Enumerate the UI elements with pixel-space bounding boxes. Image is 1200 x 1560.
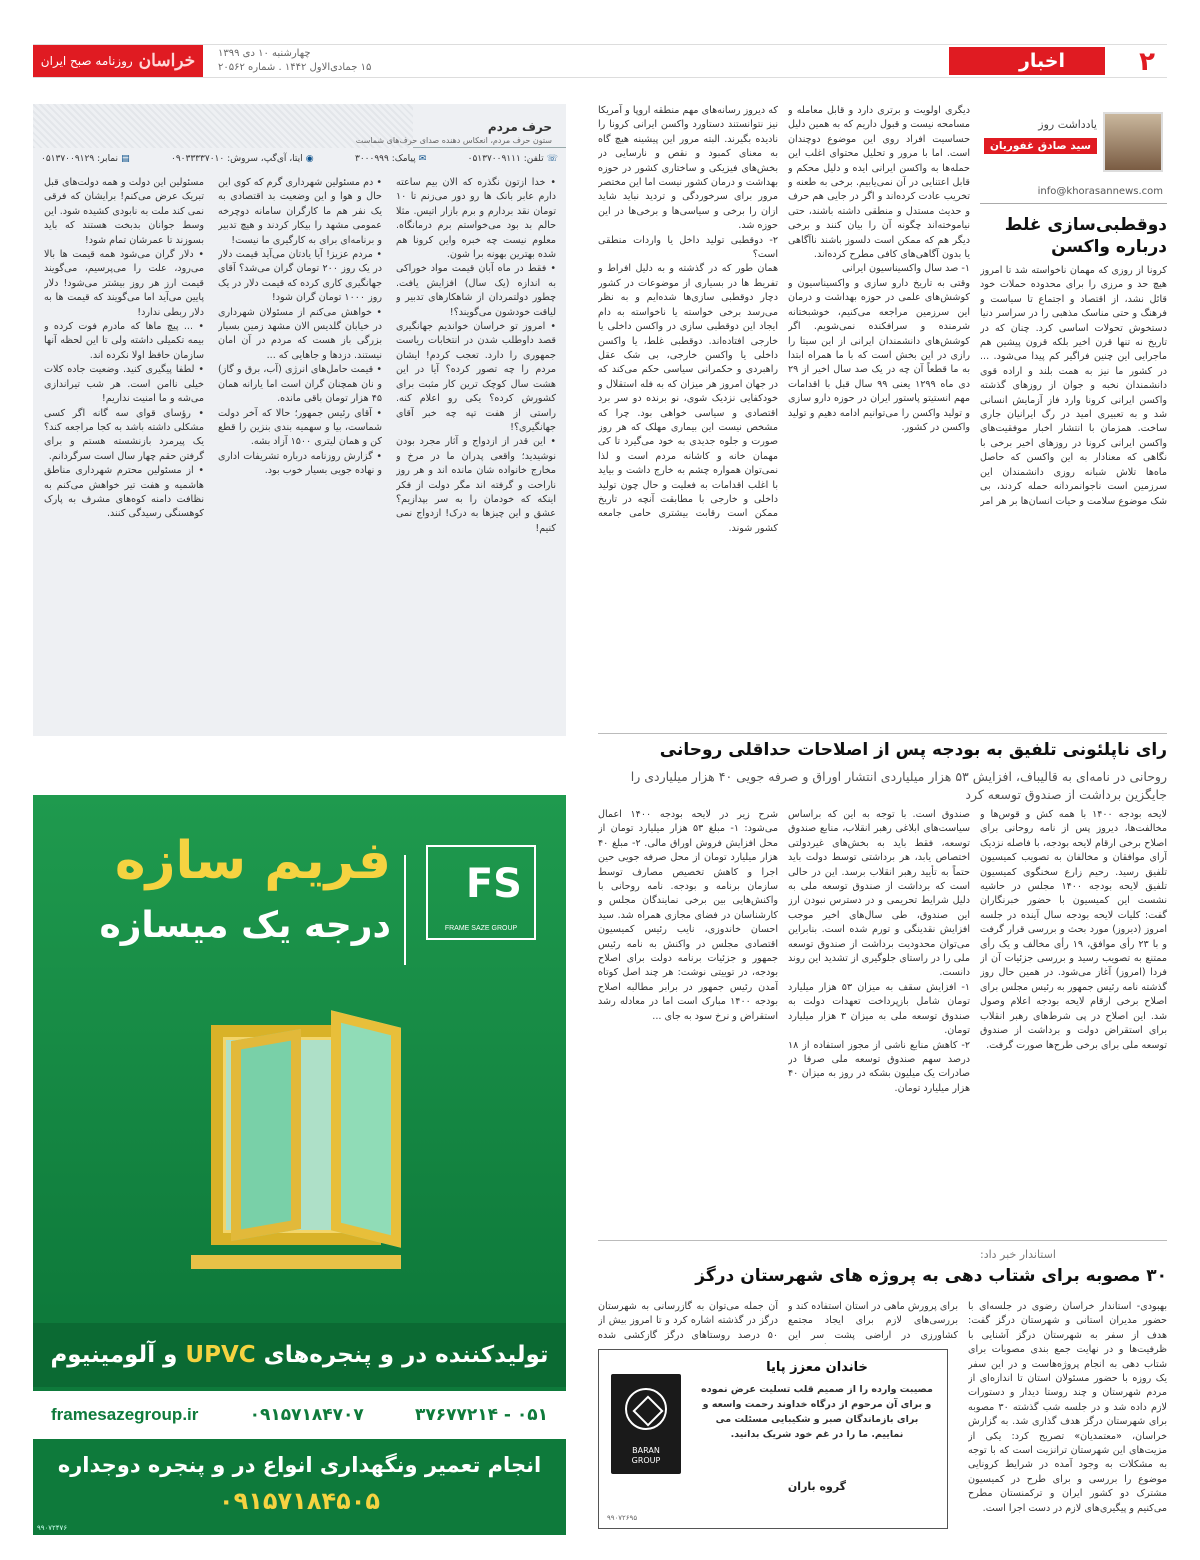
divider (598, 733, 1167, 734)
sms-icon: ✉ (415, 154, 427, 164)
kicker-ostandar: استاندار خبر داد: (980, 1248, 1056, 1261)
ostandar-col-3: آن جمله می‌توان به گازرسانی به شهرستان درگز در گذشته اشاره کرد و تا امروز بیش از ۵۰ درصد روستاهای درگز گازکشی شده (598, 1301, 778, 1341)
ad-contact-bar (33, 1391, 566, 1439)
produce-upvc: UPVC (185, 1342, 256, 1368)
memo-author-box (980, 104, 1167, 204)
ad-repair-line: انجام تعمیر ونگهداری انواع در و پنجره دوجداره (57, 1453, 542, 1477)
ad-mobile: ۰۹۱۵۷۱۸۴۷۰۷ (249, 1405, 364, 1425)
window-sash-left (231, 1029, 301, 1241)
section-title: اخبار (949, 47, 1105, 75)
window-sill (191, 1255, 401, 1269)
condolence-title: خاندان معزز پایا (766, 1360, 868, 1375)
ad-code: ۹۹۰۷۲۶۹۵ (607, 1514, 638, 1522)
date-line-2: ۱۵ جمادی‌الاول ۱۴۴۲ . شماره ۲۰۵۶۲ (218, 62, 372, 73)
contact-label: ایتا، آی‌گپ، سروش: (227, 154, 303, 164)
frame-saze-logo (426, 845, 536, 940)
contact-messenger (171, 154, 314, 170)
phone-icon: ☏ (543, 154, 558, 164)
messenger-icon: ◉ (302, 154, 314, 164)
contact-bar (41, 154, 558, 170)
contact-phone (468, 154, 558, 170)
rohani-col-2: صندوق است. با توجه به این که براساس سیاست‌های ابلاغی رهبر انقلاب، منابع صندوق توسعه، فقط باید به بخش‌های غیردولتی اختصاص یابد، هر برداشتی توسط دولت باید حتماً به تأیید رهبر انقلاب برسد. این در حالی است که برداشت از صندوق توسعه ملی به دلیل شرایط تحریمی و در دسترس نبودن ارز این صندوق، طی سال‌های اخیر موجب افزایش نقدینگی و تورم شده است. بنابراین می‌توان محدودیت برداشت از صندوق توسعه ملی را در راستای جلوگیری از تشدید این روند دانست. ۱- افزایش سقف به میزان ۵۳ هزار میلیارد تومان شامل بازپرداخت تعهدات دولت به صندوق توسعه ملی به میزان ۳ هزار میلیارد تومان. ۲- کاهش منابع ناشی از مجوز استفاده از ۱۸ درصد سهم صندوق توسعه ملی صرفا در صادرات یک میلیون بشکه در روز به میزان ۴۰ هزار میلیارد تومان. (788, 809, 970, 1094)
window-sash-right (331, 1010, 401, 1247)
ad-title: فریم سازه (114, 831, 391, 891)
memo-author: سید صادق غفوریان (984, 138, 1097, 154)
author-photo (1103, 112, 1163, 172)
subheadline-rohani: روحانی در نامه‌ای به قالیباف، افزایش ۵۳ هزار میلیاردی انتشار اوراق و صرفه جویی ۴۰ هزار میلیاردی را جایگزین برداشت از صندوق توسعه کرد (630, 769, 1167, 802)
contact-fax (41, 154, 130, 170)
headline-ostandar: ۳۰ مصوبه برای شتاب دهی به پروژه های شهرستان درگز (695, 1266, 1167, 1286)
page-number: ۲ (1139, 47, 1155, 77)
contact-value: ۰۵۱۳۷۰۰۹۱۱۱ (467, 154, 521, 164)
baran-group-logo (611, 1374, 681, 1474)
memo-body: کرونا از روزی که مهمان ناخواسته شد تا امروز هیچ حد و مرزی را برای محدوده حملات خود قائل نشد، از اقتصاد و اجتماع تا سیاست و فرهنگ و حتی مناسک مذهبی را در سراسر دنیا دستخوش تحولات اساسی کرد. چنان که در تاریخ نه تنها قرن اخیر بلکه قرون پیشین هم ماجرایی این چنین فراگیر کم پیدا می‌شود. ... در کشور ما نیز به همت بلند و اراده قوی دانشمندان نخبه و جوان از روزهای گذشته واکسن ایرانی کرونا وارد فاز آزمایش انسانی شد و به تعبیری امید در رگ ایرانیان جاری ساخت. همزمان با انتشار اخبار موفقیت‌های واکسن ایرانی کرونا در روزهای اخیر برخی با نگاهی که معنادار به این واکسن که حاصل ماه‌ها تلاش شبانه روزی دانشمندان این سرزمین است ناجوانمردانه حمله کردند، بی شک موضوع سلامت و حیات انسان‌ها بر هر امر (980, 265, 1167, 507)
masthead-tagline: روزنامه صبح ایران (40, 54, 133, 68)
logo-letters: FS (465, 861, 522, 907)
window-illustration (171, 1025, 421, 1285)
masthead-logo (33, 45, 203, 77)
logo-text-1: BARAN (632, 1446, 660, 1455)
logo-text (611, 1446, 681, 1466)
ad-website[interactable]: framesazegroup.ir (51, 1405, 199, 1424)
masthead-brand: خراسان (138, 51, 196, 71)
ad-landline: ۰۵۱ - ۳۷۶۷۷۲۱۴ (414, 1405, 548, 1425)
rohani-col-1: لایحه بودجه ۱۴۰۰ با همه کش و قوس‌ها و مخالفت‌ها، دیروز پس از نامه روحانی برای اصلاح برخی ارقام لایحه بودجه، با فاصله نزدیک آرای موافقان و مخالفان به تصویب کمیسیون تلفیق رسید. رحیم زارع سخنگوی کمیسیون تلفیق لایحه بودجه ۱۴۰۰ مجلس در حاشیه نشست این کمیسیون با حضور خبرنگاران گفت: کلیات لایحه بودجه سال آینده در جلسه امروز (دیروز) مورد بحث و بررسی قرار گرفت و با ۲۳ رأی موافق، ۱۹ رأی مخالف و یک رأی ممتنع به تصویب رسید و بررسی جزئیات آن از فردا (امروز) آغاز می‌شود. در همین حال روز گذشته نامه رئیس جمهور به رئیس مجلس برای اصلاح برخی ارقام لایحه بودجه اعلام وصول شد. این اصلاح در پی شرط‌های رهبر انقلاب برای استقراض دولت و برداشت از صندوق توسعه ملی برای برخی طرح‌ها صورت گرفت. (980, 809, 1167, 1051)
memo-email: info@khorasannews.com (1037, 186, 1163, 197)
fax-icon: ▤ (118, 154, 130, 164)
logo-emblem-icon (625, 1388, 667, 1430)
dateline (218, 47, 371, 75)
headline-rohani: رای ناپلئونی تلفیق به بودجه پس از اصلاحات حداقلی روحانی (659, 740, 1167, 760)
memo-kicker: یادداشت روز (1038, 118, 1097, 131)
logo-caption: FRAME SAZE GROUP (444, 925, 518, 932)
memo-title: دوقطبی‌سازی غلط درباره واکسن (1004, 215, 1167, 257)
divider (598, 1240, 1167, 1241)
ostandar-col-1: بهبودی- استاندار خراسان رضوی در جلسه‌ای با حضور مدیران استانی و شهرستان درگز گفت: هدف از سفر به شهرستان درگز آشنایی با ظرفیت‌ها و در نهایت جمع بندی مصوبات برای شتاب دهی به انجام پروژه‌هاست و در این سفر یک روزه با حضور مسئولان استان تا اندازه‌ای از مردم شهرستان و چند روستا دیدار و دستورات لازم داده شد و در جلسه شب گذشته ۳۰ مصوبه برای شهرستان درگز هدف گذاری شد. به گزارش خراسان، «معتمدیان» تصریح کرد: یکی از مزیت‌های این شهرستان ترانزیت است که با توجه به مشکلات به وجود آمده در شرایط کرونایی موضوع را بررسی و برای طرح در کمیسیون مشترک دو کشور ایران و ترکمنستان مطرح می‌کنیم و پیگیری‌های لازم در دست اجرا است. (968, 1301, 1167, 1514)
contact-label: نمابر: (97, 154, 119, 164)
ostandar-col-2: برای پرورش ماهی در استان استفاده کند و بررسی‌های لازم برای ایجاد مجتمع کشاورزی در اراضی پشت سر این (788, 1301, 958, 1341)
rohani-col-3: شرح زیر در لایحه بودجه ۱۴۰۰ اعمال می‌شود: ۱- مبلغ ۵۳ هزار میلیارد تومان از محل افزایش فروش اوراق مالی. ۲- مبلغ ۴۰ هزار میلیارد تومان از محل صرفه جویی حین اجرا و کاهش تخصیص مصارف توسط سازمان برنامه و بودجه. نامه روحانی با واکنش‌هایی بین برخی نمایندگان مجلس و کارشناسان در فضای مجازی همراه شد. سید احسان خاندوزی، نایب رئیس کمیسیون اقتصادی مجلس در واکنش به نامه رئیس جمهور و جزئیات برنامه دولت برای اصلاح بودجه، در توییتی نوشت: هر چند اصل کوتاه آمدن رئیس جمهور در برابر مطالبه اصلاح بودجه ۱۴۰۰ مبارک است اما در معادله رشد استقراض و نرخ سود به جای ... (598, 809, 778, 1022)
people-col-2: • دم مسئولین شهرداری گرم که کوی این حال و هوا و این وضعیت بد اقتصادی به یک نفر هم ما کارگران سامانه دوچرخه عمومی مشهد را بیکار کردند و هیچ تدبیر و برنامه‌ای برای به کارگیری ما نیست! • مردم عزیز! آیا یادتان می‌آید قیمت دلار در یک روز ۲۰۰ تومان گران می‌شد؟ آقای جهانگیری کاری کرده که قیمت دلار در یک روز ۱۰۰۰ تومان گران شود! • خواهش می‌کنم از مسئولان شهرداری در خیابان گلدیس الان مشهد زمین بسیار بزرگی باز هست که مردم در آن امان نیستند. دزدها و جاهایی که ... • قیمت حامل‌های انرژی (آب، برق و گاز) و نان همچنان گران است اما یارانه همان ۴۵ هزار تومان باقی مانده. • آقای رئیس جمهور؛ حالا که آخر دولت شماست، بیا و سهمیه بندی بنزین را قطع کن و همان لیتری ۱۵۰۰ آزاد بشه. • گزارش روزنامه درباره تشریفات اداری و نهاده جویی بسیار خوب بود. (218, 177, 382, 477)
produce-prefix: تولیدکننده در و پنجره‌های (263, 1342, 549, 1368)
memo-column (980, 104, 1167, 732)
people-title: حرف مردم (487, 120, 552, 134)
condolence-signature: گروه باران (787, 1480, 847, 1493)
ad-repair-phone: ۰۹۱۵۷۱۸۴۵۰۵ (218, 1487, 381, 1515)
page-header (33, 44, 1167, 78)
contact-value: ۰۹۰۳۳۳۳۷۰۱۰ (171, 154, 225, 164)
logo-text-2: GROUP (631, 1456, 661, 1465)
ad-products-line (33, 1323, 566, 1387)
contact-label: پیامک: (391, 154, 416, 164)
people-subtitle: ستون حرف مردم، انعکاس دهنده صدای حرف‌های شماست (355, 136, 552, 145)
frame-saze-ad (33, 795, 566, 1535)
memo-body-col-2: دیگری اولویت و برتری دارد و قابل معامله و مسامحه نیست و قبول داریم که به همین دلیل حساسیت افراد روی این موضوع دوچندان است. اما با مرور و تحلیل محتوای اغلب این حمله‌ها به واکسن ایرانی ایده و دلیل محکم و قابل اعتنایی در آن نمی‌یابیم. برخی به طعنه و تخریب عادت کرده‌اند و اگر در جایی هم حرف و حدیث مستدل و منطقی داشته باشند، حتی نیاموخته‌اند چگونه آن را بیان کنند و برخی دیگر هم که ممکن است دلسوز باشند ناآگاهی یا بدون آگاهی‌های کافی مطرح کرده‌اند. ۱- صد سال واکسیناسیون ایرانی وقتی به تاریخ دارو سازی و واکسیناسیون و کوشش‌های علمی در حوزه بهداشت و درمان این سرزمین مراجعه می‌کنیم، خوشبختانه شرمنده و سرافکنده نمی‌شویم. اگر کوشش‌های دانشمندان ایرانی از این سیتا را رازی در این بخش است که با ما همراه ابتدا به ما قطعاً آن چه در یک صد سال اخیر از ۲۹ دی ماه ۱۲۹۹ یعنی ۹۹ سال قبل با اقدامات مهم انستیتو پاستور ایران در حوزه دارو سازی و تولید واکسن را می‌توانیم ادامه دهیم و تولید واکسن در کشور. (788, 105, 970, 433)
contact-value: ۰۵۱۳۷۰۰۹۱۲۹ (41, 154, 95, 164)
memo-body-col-3: که دیروز رسانه‌های مهم منطقه اروپا و آمریکا نیز نتوانستند دستاورد واکسن ایرانی کرونا را نادیده بگیرند. البته مرور این پیشینه هیچ گاه به معنای کمبود و نقص و نارسایی در بخش‌های فیزیکی و ساختاری کشور در حوزه بهداشت و درمان کشور نیست اما این مختصر مرور برای سرخوردگی و تردید نباید شاید ازان را برخی و سیاسی‌ها و برخی‌ها در این حوزه شد. ۲- دوقطبی تولید داخل یا واردات منطقی است؟ همان طور که در گذشته و به دلیل افراط و تفریط ها در بسیاری از موضوعات در کشور دچار دوقطبی سازی‌ها شده‌ایم و به نظر می‌رسد برخی خواسته یا ناخواسته به دام ایجاد این دوقطبی سازی در واکسن داخلی یا خارجی افتاده‌اند. دوقطبی غلط، یا واکسن داخلی یا واکسن خارجی، بی شک عقل راهبردی و حکمرانی سیاسی حکم می‌کند که در جهان امروز هر میزان که به فله استقلال و خودکفایی نزدیک شوی، نو برنده دو سر برد اقتصادی و سیاسی خواهی بود. چرا که مشخص نیست این بیماری مهلک که هر روز صورت و جلوه جدیدی به خود می‌گیرد تا کی مهمان خانه و کاشانه مردم است و لذا نمی‌توان همواره چشم به خارج داشت و بیاید با اغلب اقدامات به فعلیت و حال چون تولید داخلی و خارجی با مطابقت آنچه در تاریخ ممکن است رقابت بیشتری حامی جامعه کشور شوند. (598, 105, 778, 534)
people-col-1: • خدا ازتون نگذره که الان بیم ساعته دارم عابر بانک ها رو دور می‌زنم تا ۱۰ تومان نقد بردارم و برم بازار اتیس. مثلا حالم بد بود می‌خواستم برم درمانگاه. معلوم نیست چه خبره واین کرونا هم شده بهترین بهونه برا شون. • فقط در ماه آبان قیمت مواد خوراکی به اندازه (یک سال) افزایش یافت. چطور دولتمردان از شاهکارهای تدبیر و لیاقت خودشون می‌گویند؟! • امروز تو خراسان خواندیم جهانگیری قصد داوطلب شدن در انتخابات ریاست جمهوری را دارد. تعجب کردم! ایشان مردم را چه تصور کرده؟ آیا در این هشت سال کوچک ترین کار مثبت برای کشورش کرده؟ یکی رو اعلام کنه. راستی از هفت تپه چه خبر آقای جهانگیری؟! • این قدر از ازدواج و آثار مجرد بودن نوشیدید؛ واقعی پدران ما در مرخ و مخارج خانواده شان مانده اند و هر روز ناراحت و گرفته اند مگر دولت از فکر اینکه که خودمان را به سر بپدازیم؟ عشق و این چیزها به درک! ازدواج نمی کنیم! (396, 177, 556, 534)
date-line-1: چهارشنبه ۱۰ دی ۱۳۹۹ (218, 48, 311, 59)
people-voice-box (33, 104, 566, 736)
condolence-body: مصیبت وارده را از صمیم قلب تسلیت عرض نموده و برای آن مرحوم از درگاه خداوند رحمت واسعه و برای بازماندگان صبر و شکیبایی مسئلت می نماییم. ما را در غم خود شریک بدانید. (701, 1384, 933, 1440)
people-col-3: مسئولین این دولت و همه دولت‌های قبل تبریک عرض می‌کنم! برایشان که فرقی نمی کند ملت به نابودی کشیده شود. این وسط جوانان بدبخت هستند که باید بسوزند تا عمرشان تمام شود! • دلار گران می‌شود همه قیمت ها بالا می‌رود، علت را می‌پرسیم، می‌گویند قیمت ارز هر روز بیشتر می‌شود! دلار پایین می‌آید اما می‌گویند که قیمت ها به دلار ربطی ندارد! • ... پیچ ماها که مادرم فوت کرده و بیمه تکمیلی داشته ولی تا این لحظه آنها سازمان حافظ اولا نکرده اند. • لطفا پیگیری کنید. وضعیت جاده کلات خیلی ناامن است. هر شب تیراندازی می‌شه و ما امنیت نداریم! • رؤسای قوای سه گانه اگر کسی مشکلی داشته باشد به کجا مراجعه کند؟ یک پیرمرد بازنشسته هستم و برای گرفتن حقم چهار سال است سرگردانم. • از مسئولین محترم شهرداری مناطق هاشمیه و هفت تیر خواهش می‌کنم به نظافت دامنه کوه‌های مشرف به پارک کوهسنگی رسیدگی کنند. (44, 177, 204, 520)
ad-slogan: درجه یک میسازه (99, 905, 391, 946)
contact-value: ۳۰۰۰۹۹۹ (354, 154, 389, 164)
contact-sms (355, 154, 426, 170)
divider (404, 855, 406, 965)
condolence-notice (598, 1349, 948, 1529)
people-header (33, 104, 566, 148)
produce-suffix: و آلومینیوم (50, 1342, 178, 1368)
contact-label: تلفن: (523, 154, 544, 164)
ad-code: ۹۹۰۷۲۴۷۶ (37, 1524, 68, 1532)
